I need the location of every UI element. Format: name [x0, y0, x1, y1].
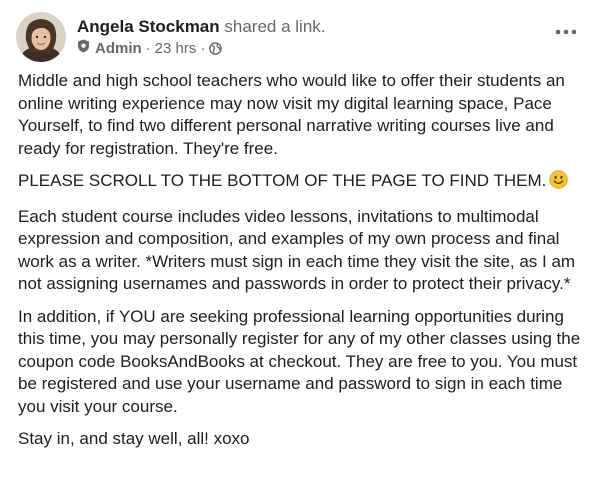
post-subline [77, 39, 326, 57]
meta-separator: · [200, 39, 206, 57]
post-action-text: shared a link. [219, 17, 326, 36]
admin-shield-icon [77, 39, 90, 57]
post-header [16, 12, 326, 62]
post-paragraph-with-emoji [18, 170, 584, 196]
smiling-face-emoji-icon [549, 170, 568, 196]
post-paragraph: In addition, if YOU are seeking professional learning opportunities during this time, you may personally register for any of my other classes using the coupon code BooksAndBooks at checkout. They are free to you. You must be registered and use your username and password to sign in each time you visit your course. [18, 306, 581, 416]
globe-icon[interactable] [209, 42, 222, 55]
admin-badge: Admin [95, 39, 142, 57]
author-line [77, 17, 326, 37]
post-body [18, 70, 584, 461]
post-timestamp[interactable]: 23 hrs [154, 39, 197, 57]
post-meta [77, 12, 326, 62]
post-paragraph: Each student course includes video lessons, invitations to multimodal expression and composition, and examples of my own process and final work as a writer. *Writers must sign in each time they visit the site, as I am not assigning usernames and passwords in order to protect their privacy.* [18, 206, 576, 293]
post-paragraph: PLEASE SCROLL TO THE BOTTOM OF THE PAGE TO FIND THEM. [18, 171, 547, 190]
meta-separator: · [145, 39, 151, 57]
post-paragraph: Stay in, and stay well, all! xoxo [18, 429, 250, 448]
author-avatar[interactable] [16, 12, 66, 62]
post-paragraph: Middle and high school teachers who would like to offer their students an online writing experience may now visit my digital learning space, Pace Yourself, to find two different personal narrative writing courses live and ready for registration. They're free. [18, 71, 565, 158]
more-options-icon[interactable] [552, 22, 580, 42]
author-name[interactable]: Angela Stockman [77, 17, 220, 36]
